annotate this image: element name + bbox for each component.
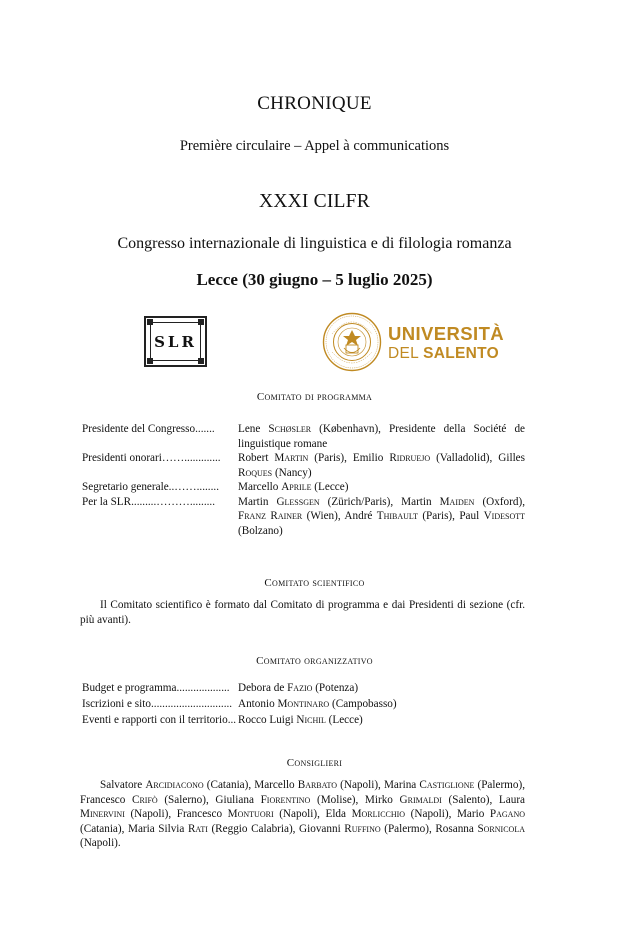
text-segment: (Catania), Marcello <box>203 779 298 791</box>
text-segment: (Lecce) <box>325 714 363 726</box>
person-surname: Castiglione <box>419 779 475 791</box>
text-segment: (København), Presidente della Société de linguistique romane <box>238 423 526 450</box>
committee-role: Budget e programma................... <box>82 682 230 694</box>
person-surname: Crifò <box>132 793 158 806</box>
person-surname: Montuori <box>227 808 274 820</box>
person-surname: Pagano <box>489 808 525 820</box>
text-segment: Salvatore <box>100 779 146 791</box>
person-surname: Thibault <box>376 510 418 522</box>
committee-row <box>82 696 525 712</box>
text-segment: (Potenza) <box>312 682 359 694</box>
committee-members <box>238 422 525 451</box>
committee-row <box>82 712 525 728</box>
congress-acronym: XXXI CILFR <box>259 191 370 212</box>
text-segment: (Bolzano) <box>238 524 283 537</box>
organizzativo-list <box>82 680 525 728</box>
person-surname: Barbato <box>297 779 338 791</box>
person-surname: Sornicola <box>477 822 525 835</box>
text-segment: Antonio <box>238 698 278 710</box>
person-surname: Arcidiacono <box>145 779 204 791</box>
text-segment: (Napoli), Mario <box>405 808 490 820</box>
page-title: CHRONIQUE <box>257 93 372 114</box>
heading-comitato-programma: Comitato di programma <box>256 391 373 403</box>
person-surname: Schøsler <box>268 423 312 435</box>
text-segment: (Molise), Mirko <box>310 793 400 806</box>
text-segment: (Napoli), Elda <box>273 808 352 820</box>
person-surname: Roques <box>238 466 273 479</box>
person-surname: Morlicchio <box>351 808 406 820</box>
congress-dates: Lecce (30 giugno – 5 luglio 2025) <box>196 270 433 289</box>
person-surname: Fazio <box>287 682 313 694</box>
committee-role: Presidenti onorari……............. <box>82 452 221 464</box>
person-surname: Videsott <box>483 510 526 522</box>
committee-row <box>82 680 525 696</box>
slr-logo <box>144 316 207 367</box>
committee-role: Iscrizioni e sito............................. <box>82 698 233 710</box>
consiglieri-text <box>80 778 525 851</box>
heading-comitato-scientifico: Comitato scientifico <box>264 577 365 589</box>
committee-members <box>238 696 525 712</box>
text-segment: (Napoli). <box>80 837 121 849</box>
person-surname: Maiden <box>439 495 475 508</box>
person-surname: Aprile <box>281 481 312 493</box>
text-segment: (Palermo), Francesco <box>80 779 525 806</box>
slr-logo-text: SLR <box>150 322 201 361</box>
person-surname: Grimaldi <box>399 793 442 806</box>
scientifico-text: Il Comitato scientifico è formato dal Comitato di programma e dai Presidenti di sezione (cfr. più avanti). <box>80 599 525 626</box>
heading-comitato-organizzativo: Comitato organizzativo <box>256 655 373 667</box>
university-seal-icon <box>322 312 382 372</box>
person-surname: Martin <box>274 452 309 464</box>
text-segment: (Wien), André <box>302 510 377 522</box>
committee-row <box>82 480 525 495</box>
person-surname: Glessgen <box>276 495 320 508</box>
person-surname: Montinaro <box>277 698 330 710</box>
person-surname: Ruffino <box>344 822 381 835</box>
text-segment: (Nancy) <box>272 466 312 479</box>
text-segment: (Napoli), Francesco <box>124 808 228 820</box>
text-segment: (Salento), Laura <box>441 793 526 806</box>
programma-list <box>82 422 525 538</box>
text-segment: (Napoli), Marina <box>337 779 420 791</box>
text-segment: (Valladolid), Gilles <box>430 452 525 464</box>
person-surname: Ridruejo <box>389 452 431 464</box>
person-surname: Franz Rainer <box>238 510 303 522</box>
text-segment: (Campobasso) <box>329 698 397 710</box>
committee-members <box>238 495 525 539</box>
text-segment: (Catania), Maria Silvia <box>80 822 188 835</box>
person-surname: Nichil <box>296 714 326 726</box>
text-segment: (Oxford), <box>474 495 525 508</box>
text-segment: Lene <box>238 423 269 435</box>
committee-row <box>82 451 525 480</box>
committee-role: Per la SLR.........………......... <box>82 495 216 508</box>
text-segment: Debora de <box>238 682 288 694</box>
text-segment: (Paris), Emilio <box>308 452 390 464</box>
committee-members <box>238 712 525 728</box>
university-name-line1: UNIVERSITÀ <box>388 323 505 344</box>
page-subtitle: Première circulaire – Appel à communications <box>179 138 450 154</box>
committee-members <box>238 480 525 495</box>
heading-consiglieri: Consiglieri <box>286 757 343 769</box>
committee-members <box>238 680 525 696</box>
text-segment: (Paris), Paul <box>417 510 484 522</box>
university-name-line2: DEL SALENTO <box>388 345 499 362</box>
person-surname: Minervini <box>80 808 125 820</box>
committee-members <box>238 451 525 480</box>
text-segment: (Zürich/Paris), Martin <box>319 495 440 508</box>
text-segment: Robert <box>238 452 275 464</box>
committee-row <box>82 422 525 451</box>
text-segment: (Lecce) <box>311 481 349 493</box>
person-surname: Fiorentino <box>260 793 311 806</box>
committee-role: Segretario generale..……........ <box>82 481 219 493</box>
committee-role: Presidente del Congresso....... <box>82 423 215 435</box>
text-segment: Rocco Luigi <box>238 714 297 726</box>
text-segment: (Salerno), Giuliana <box>157 793 261 806</box>
committee-role: Eventi e rapporti con il territorio... <box>82 714 237 726</box>
committee-row <box>82 495 525 539</box>
text-segment: (Reggio Calabria), Giovanni <box>207 822 345 835</box>
text-segment: Martin <box>238 495 277 508</box>
person-surname: Rati <box>187 822 208 835</box>
text-segment: Marcello <box>238 481 282 493</box>
text-segment: (Palermo), Rosanna <box>380 822 478 835</box>
congress-full-name: Congresso internazionale di linguistica e di filologia romanza <box>117 235 512 252</box>
